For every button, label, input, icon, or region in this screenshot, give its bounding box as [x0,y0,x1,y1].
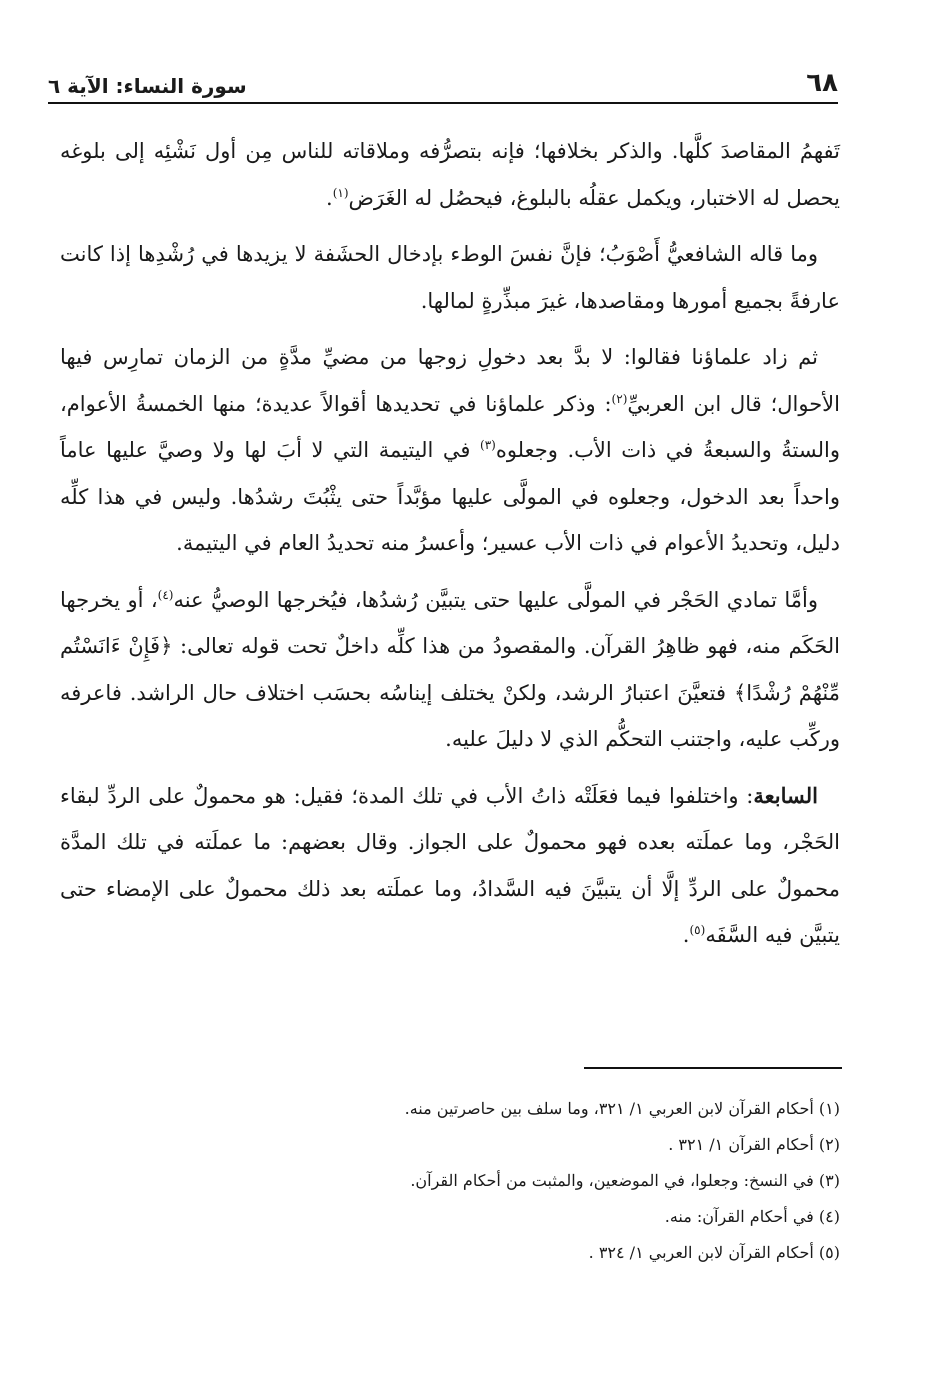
surah-title: سورة النساء: الآية ٦ [48,74,247,98]
page-header [48,58,838,104]
main-text [60,128,840,969]
footnote-3: (٣) في النسخ: وجعلوا، في الموضعين، والمثبت من أحكام القرآن. [410,1171,840,1190]
footnote-ref-3: (٣) [480,438,496,452]
footnote-ref-2: (٢) [611,391,628,406]
page-number: ٦٨ [806,68,838,98]
paragraph-5: السابعة: واختلفوا فيما فعَلَتْه ذاتُ الأب في تلك المدة؛ فقيل: هو محمولٌ على الردِّ لبقاء الحَجْر، وما عملَته بعده فهو محمولٌ على الجواز. وقال بعضهم: ما عملَته في تلك المدَّة محمولٌ على الردِّ إلَّا أن يتبيَّنَ فيه السَّدادُ، وما عملَته بعد ذلك محمولٌ على الإمضاء حتى يتبيَّن فيه السَّفَه$^{(٥)}$. [60,782,840,947]
footnote-1: (١) أحكام القرآن لابن العربي ١/ ٣٢١، وما سلف بين حاصرتين منه. [404,1099,840,1118]
paragraph-1: تَفهمُ المقاصدَ كلَّها. والذكر بخلافها؛ فإنه بتصرُّفه وملاقاته للناس مِن أول نَشْئِه إلى بلوغه يحصل له الاختبار، ويكمل عقلُه بالبلوغ، فيحصُل له الغَرَض$^{(١)}$. [60,139,840,210]
footnote-5: (٥) أحكام القرآن لابن العربي ١/ ٣٢٤ . [588,1243,840,1262]
footnote-separator [584,1067,842,1069]
paragraph-3: ثم زاد علماؤنا فقالوا: لا بدَّ بعد دخولِ زوجها من مضيِّ مدَّةٍ من الزمان تمارِس فيها الأحوال؛ قال ابن العربيِّ$^{(٢)}$: وذكر علماؤنا في تحديدها أقوالاً عديدة؛ منها الخمسةُ الأعوام، والستةُ والسبعةُ في ذات الأب. وجعلوه$^{(٣)}$ في اليتيمة التي لا أبَ لها ولا وصيَّ عليها عاماً واحداً بعد الدخول، وجعلوه في المولَّى عليها مؤبَّداً حتى يثْبُتَ رشدُها. وليس في هذا كلِّه دليل، وتحديدُ الأعوام في ذات الأب عسير؛ وأعسرُ منه تحديدُ العام في اليتيمة. [60,345,840,555]
footnote-2: (٢) أحكام القرآن ١/ ٣٢١ . [668,1135,840,1154]
paragraph-2: وما قاله الشافعيُّ أَصْوَبُ؛ فإنَّ نفسَ الوطء بإدخال الحشَفة لا يزيدها في رُشْدِها إذا كانت عارفةً بجميع أمورها ومقاصدها، غيرَ مبذِّرةٍ لمالها. [60,242,840,313]
footnotes [60,1098,840,1278]
section-label: السابعة [753,782,818,808]
footnote-ref-1: (١) [332,185,349,200]
paragraph-4: وأمَّا تمادي الحَجْر في المولَّى عليها حتى يتبيَّن رُشدُها، فيُخرجها الوصيُّ عنه$^{(٤)}$، أو يخرجها الحَكَم منه، فهو ظاهِرُ القرآن. والمقصودُ من هذا كلِّه داخلٌ تحت قوله تعالى: ﴿فَإِنْ ءَانَسْتُم مِّنْهُمْ رُشْدًا﴾ فتعيَّنَ اعتبارُ الرشد، ولكنْ يختلف إيناسُه بحسَب اختلاف حال الراشد. فاعرفه وركِّب عليه، واجتنب التحكُّم الذي لا دليلَ عليه. [60,587,841,751]
footnote-ref-4: (٤) [157,587,174,602]
footnote-ref-5: (٥) [689,923,706,937]
footnote-4: (٤) في أحكام القرآن: منه. [664,1207,840,1226]
